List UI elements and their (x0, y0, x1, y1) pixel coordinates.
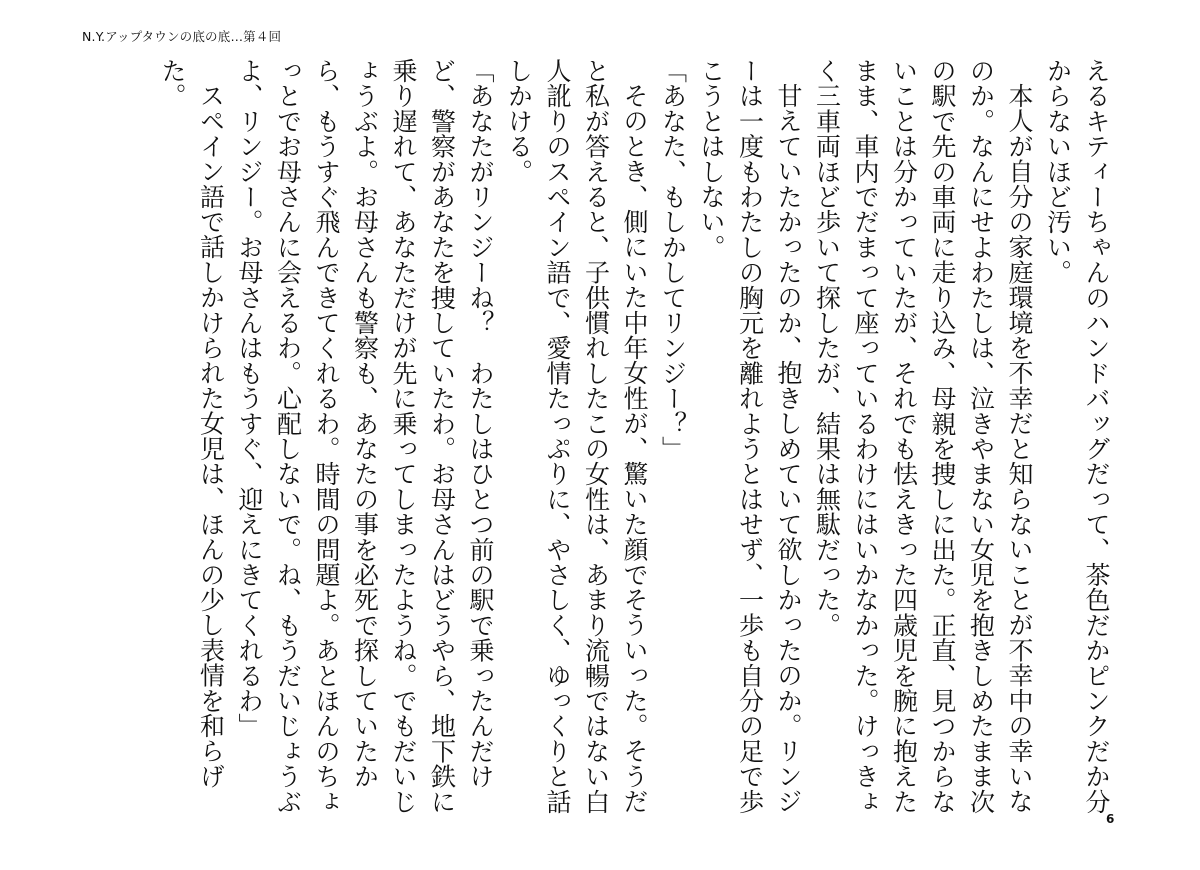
paragraph: そのとき、側にいた中年女性が、驚いた顔でそういった。そうだと私が答えると、子供慣れしたこの女性は、あまり流暢ではない白人訛りのスペイン語で、愛情たっぷりに、やさしく、ゆっくりと話しかける。 (504, 58, 649, 814)
dialogue-paragraph: 「あなたがリンジーね？ わたしはひとつ前の駅で乗ったんだけど、警察があなたを捜していたわ。お母さんはどうやら、地下鉄に乗り遅れて、あなただけが先に乗ってしまったようね。でもだいじょうぶよ。お母さんも警察も、あなたの事を必死で探していたから、もうすぐ飛んできてくれるわ。時間の問題よ。あとほんのちょっとでお母さんに会えるわ。心配しないで。ね、もうだいじょうぶよ、リンジー。お母さんはもうすぐ、迎えにきてくれるわ」 (235, 58, 495, 814)
paragraph: 本人が自分の家庭環境を不幸だと知らないことが不幸中の幸いなのか。なんにせよわたしは、泣きやまない女児を抱きしめたまま次の駅で先の車両に走り込み、母親を捜しに出た。正直、見つからないことは分かっていたが、それでも怯えきった四歳児を腕に抱えたまま、車内でだまって座っているわけにはいかなかった。けっきょく三車両ほど歩いて探したが、結果は無駄だった。 (812, 58, 1034, 814)
page-number: 6 (1106, 812, 1115, 826)
paragraph: えるキティーちゃんのハンドバッグだって、茶色だかピンクだか分からないほど汚い。 (1043, 58, 1111, 814)
vertical-body-text (75, 58, 1115, 818)
dialogue-paragraph: 「あなた、もしかしてリンジー？」 (658, 58, 688, 462)
running-header: N.Y.アップタウンの底の底…第４回 (82, 29, 282, 44)
paragraph: スペイン語で話しかけられた女児は、ほんの少し表情を和らげた。 (158, 58, 226, 789)
paragraph: 甘えていたかったのか、抱きしめていて欲しかったのか。リンジーは一度もわたしの胸元を離れようとはせず、一歩も自分の足で歩こうとはしない。 (697, 58, 803, 814)
